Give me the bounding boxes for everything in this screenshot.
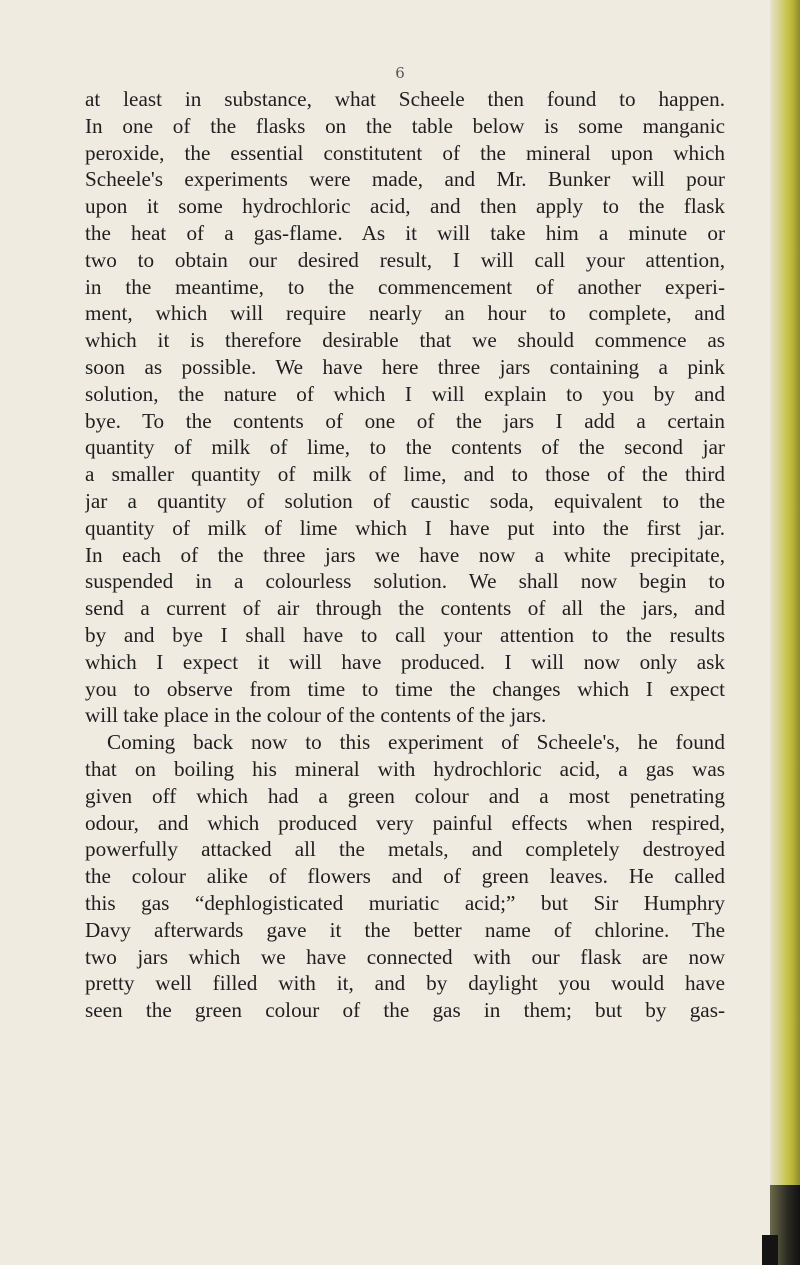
text-line: In one of the flasks on the table below is some manganic (85, 113, 725, 138)
text-line: powerfully attacked all the metals, and completely destroyed (85, 837, 725, 862)
text-line: will take place in the colour of the contents of the jars. (85, 703, 547, 728)
text-line: in the meantime, to the commencement of another experi- (85, 274, 725, 299)
text-line: quantity of milk of lime, to the contents of the second jar (85, 435, 725, 460)
text-line: solution, the nature of which I will explain to you by and (85, 381, 725, 406)
text-line: ment, which will require nearly an hour to complete, and (85, 301, 725, 326)
text-line: soon as possible. We have here three jars containing a pink (85, 354, 725, 379)
text-line: odour, and which produced very painful effects when respired, (85, 810, 725, 835)
text-line: Scheele's experiments were made, and Mr. Bunker will pour (85, 167, 725, 192)
body-text (85, 86, 725, 1024)
text-line: bye. To the contents of one of the jars I add a certain (85, 408, 725, 433)
text-line: that on boiling his mineral with hydrochloric acid, a gas was (85, 756, 725, 781)
text-line: this gas “dephlogisticated muriatic acid;” but Sir Humphry (85, 890, 725, 915)
text-line: Davy afterwards gave it the better name of chlorine. The (85, 917, 725, 942)
text-line: two jars which we have connected with our flask are now (85, 944, 725, 969)
text-line: a smaller quantity of milk of lime, and to those of the third (85, 462, 725, 487)
page-number: 6 (395, 64, 405, 82)
text-line: seen the green colour of the gas in them; but by gas- (85, 998, 725, 1023)
text-line: suspended in a colourless solution. We shall now begin to (85, 569, 725, 594)
book-spine-edge (770, 0, 800, 1265)
text-line: which it is therefore desirable that we should commence as (85, 328, 725, 353)
scan-corner-mark (762, 1235, 778, 1265)
text-line: given off which had a green colour and a most penetrating (85, 783, 725, 808)
text-line: pretty well filled with it, and by daylight you would have (85, 971, 725, 996)
text-line: at least in substance, what Scheele then found to happen. (85, 87, 725, 111)
text-line: you to observe from time to time the changes which I expect (85, 676, 725, 701)
text-line: the heat of a gas-flame. As it will take him a minute or (85, 220, 725, 245)
text-line: two to obtain our desired result, I will call your attention, (85, 247, 725, 272)
paragraph-start-line: Coming back now to this experiment of Scheele's, he found (107, 730, 725, 755)
text-line: the colour alike of flowers and of green leaves. He called (85, 864, 725, 889)
text-line: peroxide, the essential constitutent of the mineral upon which (85, 140, 725, 165)
text-line: which I expect it will have produced. I will now only ask (85, 649, 725, 674)
text-line: quantity of milk of lime which I have put into the first jar. (85, 515, 725, 540)
text-line: In each of the three jars we have now a white precipitate, (85, 542, 725, 567)
text-line: jar a quantity of solution of caustic soda, equivalent to the (85, 488, 725, 513)
text-line: by and bye I shall have to call your attention to the results (85, 622, 725, 647)
text-line: upon it some hydrochloric acid, and then apply to the flask (85, 194, 725, 219)
text-line: send a current of air through the contents of all the jars, and (85, 596, 725, 621)
